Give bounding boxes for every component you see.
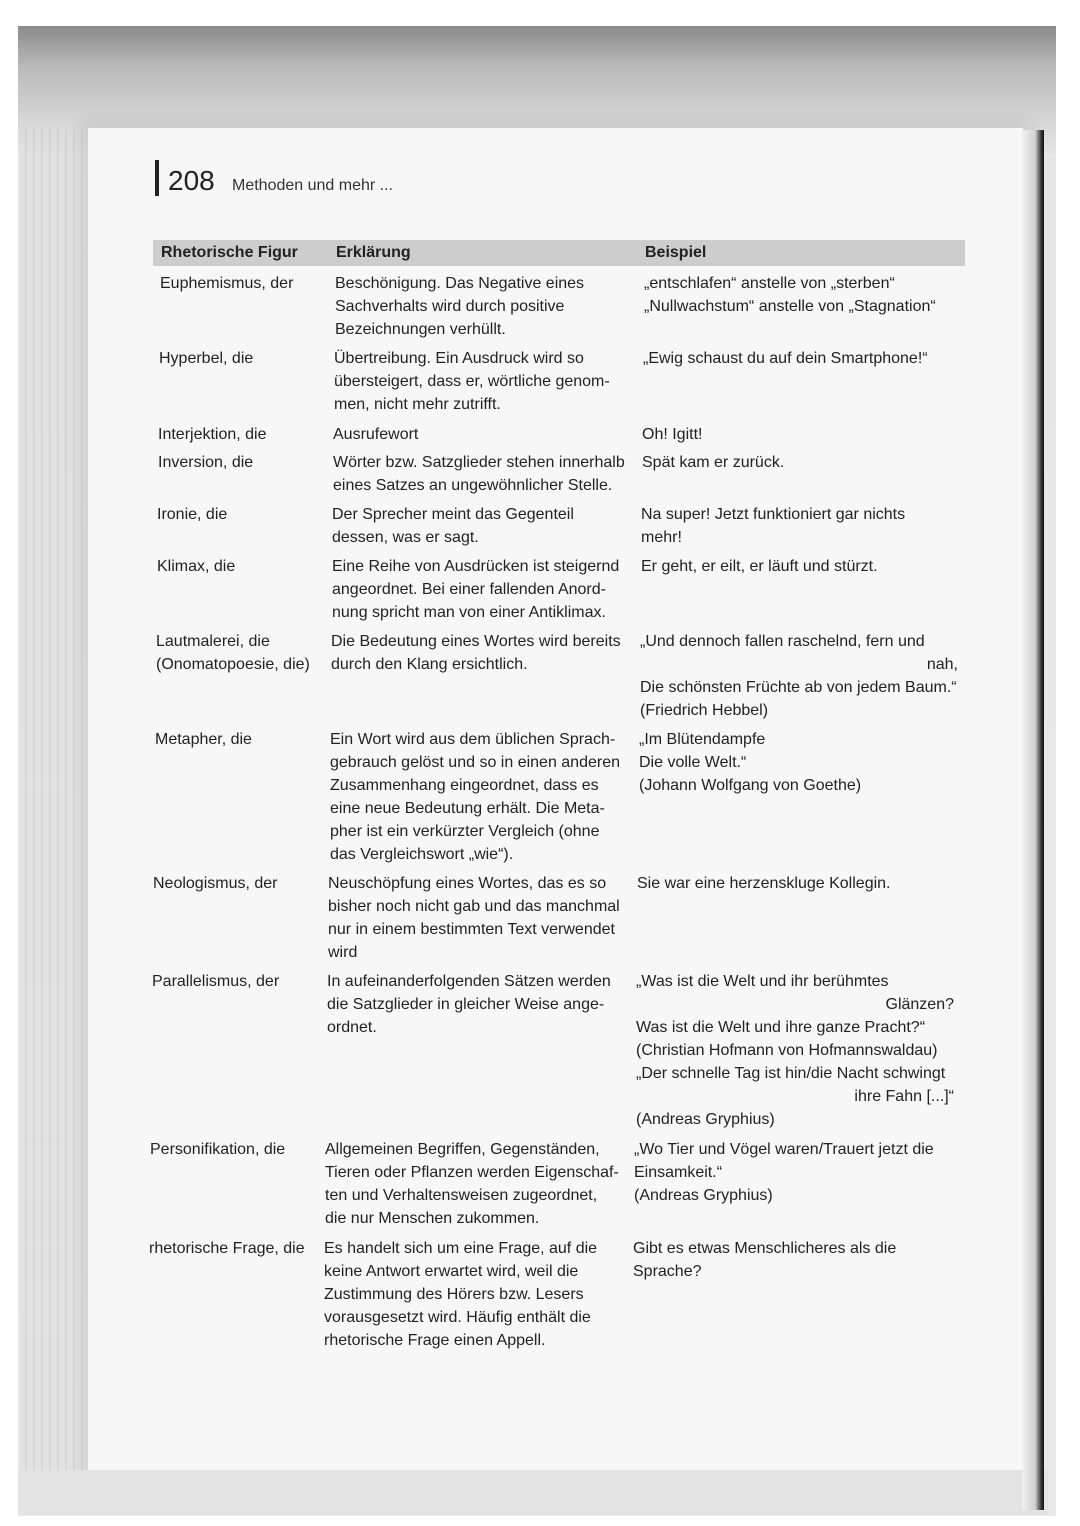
column-header-figure: Rhetorische Figur [161,244,298,261]
page-marker-bar [155,160,159,196]
table-cell-example [641,503,959,549]
cell-line: Na super! Jetzt funktioniert gar nichts [641,506,906,523]
table-cell-figure [153,872,303,895]
cell-line: mehr! [641,529,682,546]
book-fold [1022,130,1044,1510]
cell-line: Zusammenhang eingeordnet, dass es [330,777,599,794]
table-cell-figure [156,630,310,676]
cell-line: ten und Verhaltensweisen zugeordnet, [325,1187,598,1204]
cell-line: Sie war eine herzenskluge Kollegin. [637,875,891,892]
table-cell-explanation [330,728,630,866]
cell-line: Wörter bzw. Satzglieder stehen innerhalb [333,454,625,471]
table-cell-explanation [333,451,633,497]
cell-line: In aufeinanderfolgenden Sätzen werden [327,973,611,990]
cell-line: durch den Klang ersichtlich. [331,656,528,673]
table-cell-example [639,728,957,797]
table-cell-figure [155,728,305,751]
cell-line: keine Antwort erwartet wird, weil die [324,1263,579,1280]
cell-line: pher ist ein verkürzter Vergleich (ohne [330,823,600,840]
column-header-example: Beispiel [645,244,707,261]
table-cell-explanation [334,347,634,416]
cell-line: (Friedrich Hebbel) [640,702,769,719]
cell-line: Ein Wort wird aus dem üblichen Sprach- [330,731,616,748]
cell-line: „Der schnelle Tag ist hin/die Nacht schwingt [636,1065,946,1082]
scan-bottom-band [18,1470,1048,1515]
cell-line: Klimax, die [157,558,236,575]
cell-line: rhetorische Frage, die [149,1240,305,1257]
cell-line: nung spricht man von einer Antiklimax. [332,604,606,621]
table-cell-figure [157,555,307,578]
cell-line: Die Bedeutung eines Wortes wird bereits [331,633,621,650]
cell-line: „Im Blütendampfe [639,731,766,748]
cell-line: „entschlafen“ anstelle von „sterben“ [644,275,895,292]
cell-line: ihre Fahn [...]“ [854,1088,954,1105]
cell-line: Ironie, die [157,506,228,523]
cell-line: die Satzglieder in gleicher Weise ange- [327,996,605,1013]
table-cell-example [637,872,955,895]
cell-line: eines Satzes an ungewöhnlicher Stelle. [333,477,613,494]
cell-line: Die volle Welt.“ [639,754,747,771]
cell-line: Neologismus, der [153,875,278,892]
cell-line: nah, [926,656,958,673]
cell-line: Es handelt sich um eine Frage, auf die [324,1240,598,1257]
cell-line: Allgemeinen Begriffen, Gegenständen, [325,1141,600,1158]
table-cell-example [640,630,958,722]
cell-line: (Johann Wolfgang von Goethe) [639,777,862,794]
cell-line: vorausgesetzt wird. Häufig enthält die [324,1309,591,1326]
table-cell-example [641,555,959,578]
section-title: Methoden und mehr ... [232,177,393,194]
cell-line: angeordnet. Bei einer fallenden Anord- [332,581,606,598]
table-cell-explanation [328,872,628,964]
cell-line: Was ist die Welt und ihre ganze Pracht?“ [636,1019,926,1036]
table-cell-figure [159,347,309,370]
table-cell-explanation [332,555,632,624]
table-cell-figure [150,1138,300,1161]
cell-line: Beschönigung. Das Negative eines [335,275,585,292]
cell-line: Die schönsten Früchte ab von jedem Baum.“ [640,679,957,696]
cell-line: men, nicht mehr zutrifft. [334,396,501,413]
table-cell-explanation [327,970,627,1039]
page-number: 208 [168,165,215,196]
cell-line: (Andreas Gryphius) [634,1187,773,1204]
table-cell-figure [160,272,310,295]
cell-line: Ausrufewort [333,426,419,443]
cell-line: gebrauch gelöst und so in einen anderen [330,754,620,771]
cell-line: Sachverhalts wird durch positive [335,298,565,315]
cell-line: Lautmalerei, die [156,633,270,650]
table-cell-explanation [332,503,632,549]
cell-line: Interjektion, die [158,426,267,443]
cell-line: Glänzen? [885,996,954,1013]
table-cell-figure [157,503,307,526]
cell-line: „Und dennoch fallen raschelnd, fern und [640,633,925,650]
cell-line: das Vergleichswort „wie“). [330,846,514,863]
table-cell-figure [152,970,302,993]
cell-line: Inversion, die [158,454,254,471]
table-cell-example [634,1138,952,1207]
cell-line: Oh! Igitt! [642,426,703,443]
cell-line: „Was ist die Welt und ihr berühmtes [636,973,889,990]
cell-line: Einsamkeit.“ [634,1164,723,1181]
cell-line: wird [328,944,358,961]
cell-line: Personifikation, die [150,1141,286,1158]
cell-line: Sprache? [633,1263,702,1280]
cell-line: Übertreibung. Ein Ausdruck wird so [334,350,584,367]
cell-line: Gibt es etwas Menschlicheres als die [633,1240,897,1257]
cell-line: nur in einem bestimmten Text verwendet [328,921,615,938]
cell-line: Der Sprecher meint das Gegenteil [332,506,574,523]
table-cell-example [642,423,960,446]
table-cell-example [633,1237,951,1283]
cell-line: dessen, was er sagt. [332,529,479,546]
table-cell-example [636,970,954,1131]
cell-line: „Nullwachstum“ anstelle von „Stagnation“ [644,298,936,315]
table-cell-explanation [324,1237,624,1352]
cell-line: rhetorische Frage einen Appell. [324,1332,546,1349]
table-cell-example [643,347,961,370]
table-cell-example [644,272,962,318]
cell-line: bisher noch nicht gab und das manchmal [328,898,620,915]
cell-line: eine neue Bedeutung erhält. Die Meta- [330,800,605,817]
table-cell-example [642,451,960,474]
cell-line: ordnet. [327,1019,377,1036]
cell-line: Er geht, er eilt, er läuft und stürzt. [641,558,878,575]
table-cell-explanation [325,1138,625,1230]
cell-line: Parallelismus, der [152,973,280,990]
cell-line: Spät kam er zurück. [642,454,785,471]
cell-line: übersteigert, dass er, wörtliche genom- [334,373,610,390]
table-cell-explanation [335,272,635,341]
table-cell-figure [158,423,308,446]
table-cell-explanation [331,630,631,676]
column-header-explanation: Erklärung [336,244,411,261]
cell-line: Tieren oder Pflanzen werden Eigenschaf- [325,1164,619,1181]
cell-line: Eine Reihe von Ausdrücken ist steigernd [332,558,620,575]
cell-line: Neuschöpfung eines Wortes, das es so [328,875,607,892]
cell-line: Zustimmung des Hörers bzw. Lesers [324,1286,584,1303]
cell-line: (Andreas Gryphius) [636,1111,775,1128]
cell-line: (Onomatopoesie, die) [156,656,310,673]
cell-line: Metapher, die [155,731,252,748]
table-cell-figure [158,451,308,474]
cell-line: Bezeichnungen verhüllt. [335,321,506,338]
table-cell-explanation [333,423,633,446]
page-edges [20,130,90,1470]
table-cell-figure [149,1237,305,1260]
cell-line: „Wo Tier und Vögel waren/Trauert jetzt die [634,1141,934,1158]
cell-line: Euphemismus, der [160,275,294,292]
cell-line: Hyperbel, die [159,350,254,367]
cell-line: die nur Menschen zukommen. [325,1210,540,1227]
cell-line: (Christian Hofmann von Hofmannswaldau) [636,1042,938,1059]
cell-line: „Ewig schaust du auf dein Smartphone!“ [643,350,928,367]
